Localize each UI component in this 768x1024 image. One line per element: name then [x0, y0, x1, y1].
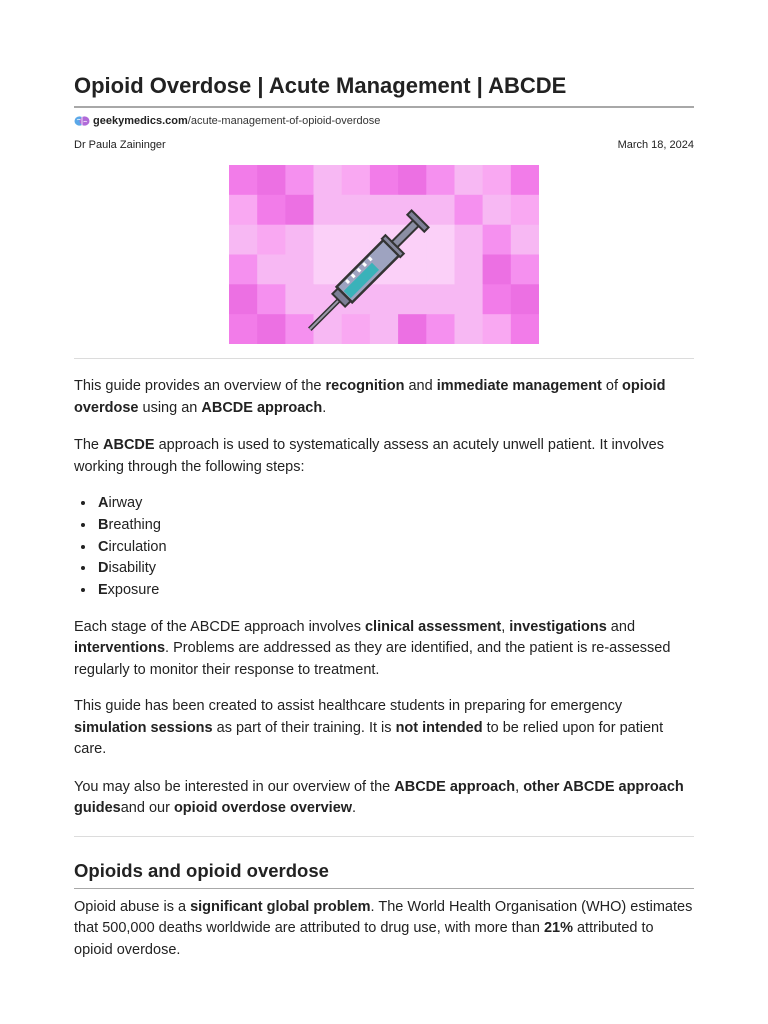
list-item: • Airway [96, 493, 694, 515]
source-domain: geekymedics.com [93, 115, 188, 127]
hero-image [229, 165, 539, 344]
related-paragraph: You may also be interested in our overview of the ABCDE approach, other ABCDE approach guidesand our opioid overdose overview. [74, 778, 684, 817]
author-name: Dr Paula Zaininger [74, 139, 166, 151]
source-link[interactable] [93, 115, 380, 127]
list-item: • Exposure [96, 580, 694, 602]
list-item: • Circulation [96, 537, 694, 559]
hero-pixel-background [229, 165, 539, 344]
disclaimer-paragraph: This guide has been created to assist healthcare students in preparing for emergency simulation sessions as part of their training. It is not intended to be relied upon for patient care. [74, 698, 664, 758]
brain-icon [74, 115, 90, 127]
byline [74, 139, 694, 151]
intro-paragraph: This guide provides an overview of the recognition and immediate management of opioid overdose using an ABCDE approach. [74, 378, 666, 416]
article [74, 0, 694, 961]
abcde-paragraph: The ABCDE approach is used to systematically assess an acutely unwell patient. It involves working through the following steps: [74, 437, 664, 475]
source-line [74, 114, 694, 128]
list-item: • Breathing [96, 515, 694, 537]
opioid-overdose-overview-link[interactable]: opioid overdose overview [173, 800, 353, 817]
stages-paragraph: Each stage of the ABCDE approach involves clinical assessment, investigations and interventions. Problems are addressed as they are identified, and the patient is re-assessed regularly to monitor their response to treatment. [74, 618, 671, 678]
page-title: Opioid Overdose | Acute Management | ABCDE [74, 0, 694, 108]
source-path: /acute-management-of-opioid-overdose [187, 115, 381, 127]
opioid-abuse-paragraph: Opioid abuse is a significant global problem. The World Health Organisation (WHO) estimates that 500,000 deaths worldwide are attributed to drug use, with more than 21% attributed to opioid overdose. [74, 898, 693, 958]
divider [74, 358, 694, 359]
abcde-approach-link[interactable]: ABCDE approach [394, 778, 516, 795]
abcde-steps-list [74, 493, 694, 602]
other-abcde-guides-link[interactable]: other ABCDE approach guides [74, 778, 684, 817]
publish-date: March 18, 2024 [617, 139, 694, 151]
list-item: • Disability [96, 558, 694, 580]
section-heading: Opioids and opioid overdose [74, 837, 694, 889]
